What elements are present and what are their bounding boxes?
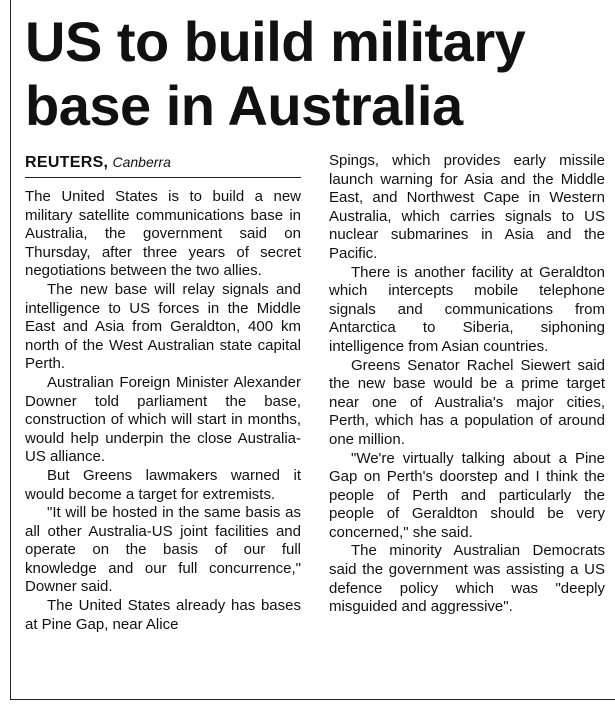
paragraph: Greens Senator Rachel Siewert said the new base would be a prime target near one of Australia's major cities, Perth, which has a population of around one million. [329,356,605,448]
paragraph: There is another facility at Geraldton which intercepts mobile telephone signals and communications from Antarctica to Siberia, siphoning intelligence from Asian countries. [329,263,605,355]
paragraph: The United States already has bases at Pine Gap, near Alice [25,597,301,633]
byline-agency: REUTERS, [25,154,109,171]
paragraph: "We're virtually talking about a Pine Gap on Perth's doorstep and I think the people of Perth and particularly the people of Geraldton should be very concerned," she said. [329,449,605,541]
paragraph: Spings, which provides early missile launch warning for Asia and the Middle East, and Northwest Cape in Western Australia, which carries signals to US nuclear submarines in Asia and the Pacific. [329,152,605,262]
article-columns [25,152,605,634]
paragraph: The United States is to build a new military satellite communications base in Australia, the government said on Thursday, after three years of secret negotiations between the two allies. [25,188,301,280]
news-article [10,0,615,700]
paragraph: The new base will relay signals and intelligence to US forces in the Middle East and Asia from Geraldton, 400 km north of the West Australian state capital Perth. [25,280,301,373]
paragraph: "It will be hosted in the same basis as all other Australia-US joint facilities and operate on the basis of our full knowledge and our full concurrence," Downer said. [25,504,301,596]
paragraph: The minority Australian Democrats said the government was assisting a US defence policy which was "deeply misguided and aggressive". [329,542,605,616]
byline [25,152,301,178]
byline-dateline: Canberra [112,154,171,170]
column-left [25,152,301,634]
column-right [329,152,605,634]
paragraph: Australian Foreign Minister Alexander Downer told parliament the base, construction of which will start in months, would help underpin the close Australia-US alliance. [25,373,301,466]
headline: US to build military base in Australia [25,10,526,137]
paragraph: But Greens lawmakers warned it would become a target for extremists. [25,466,301,503]
